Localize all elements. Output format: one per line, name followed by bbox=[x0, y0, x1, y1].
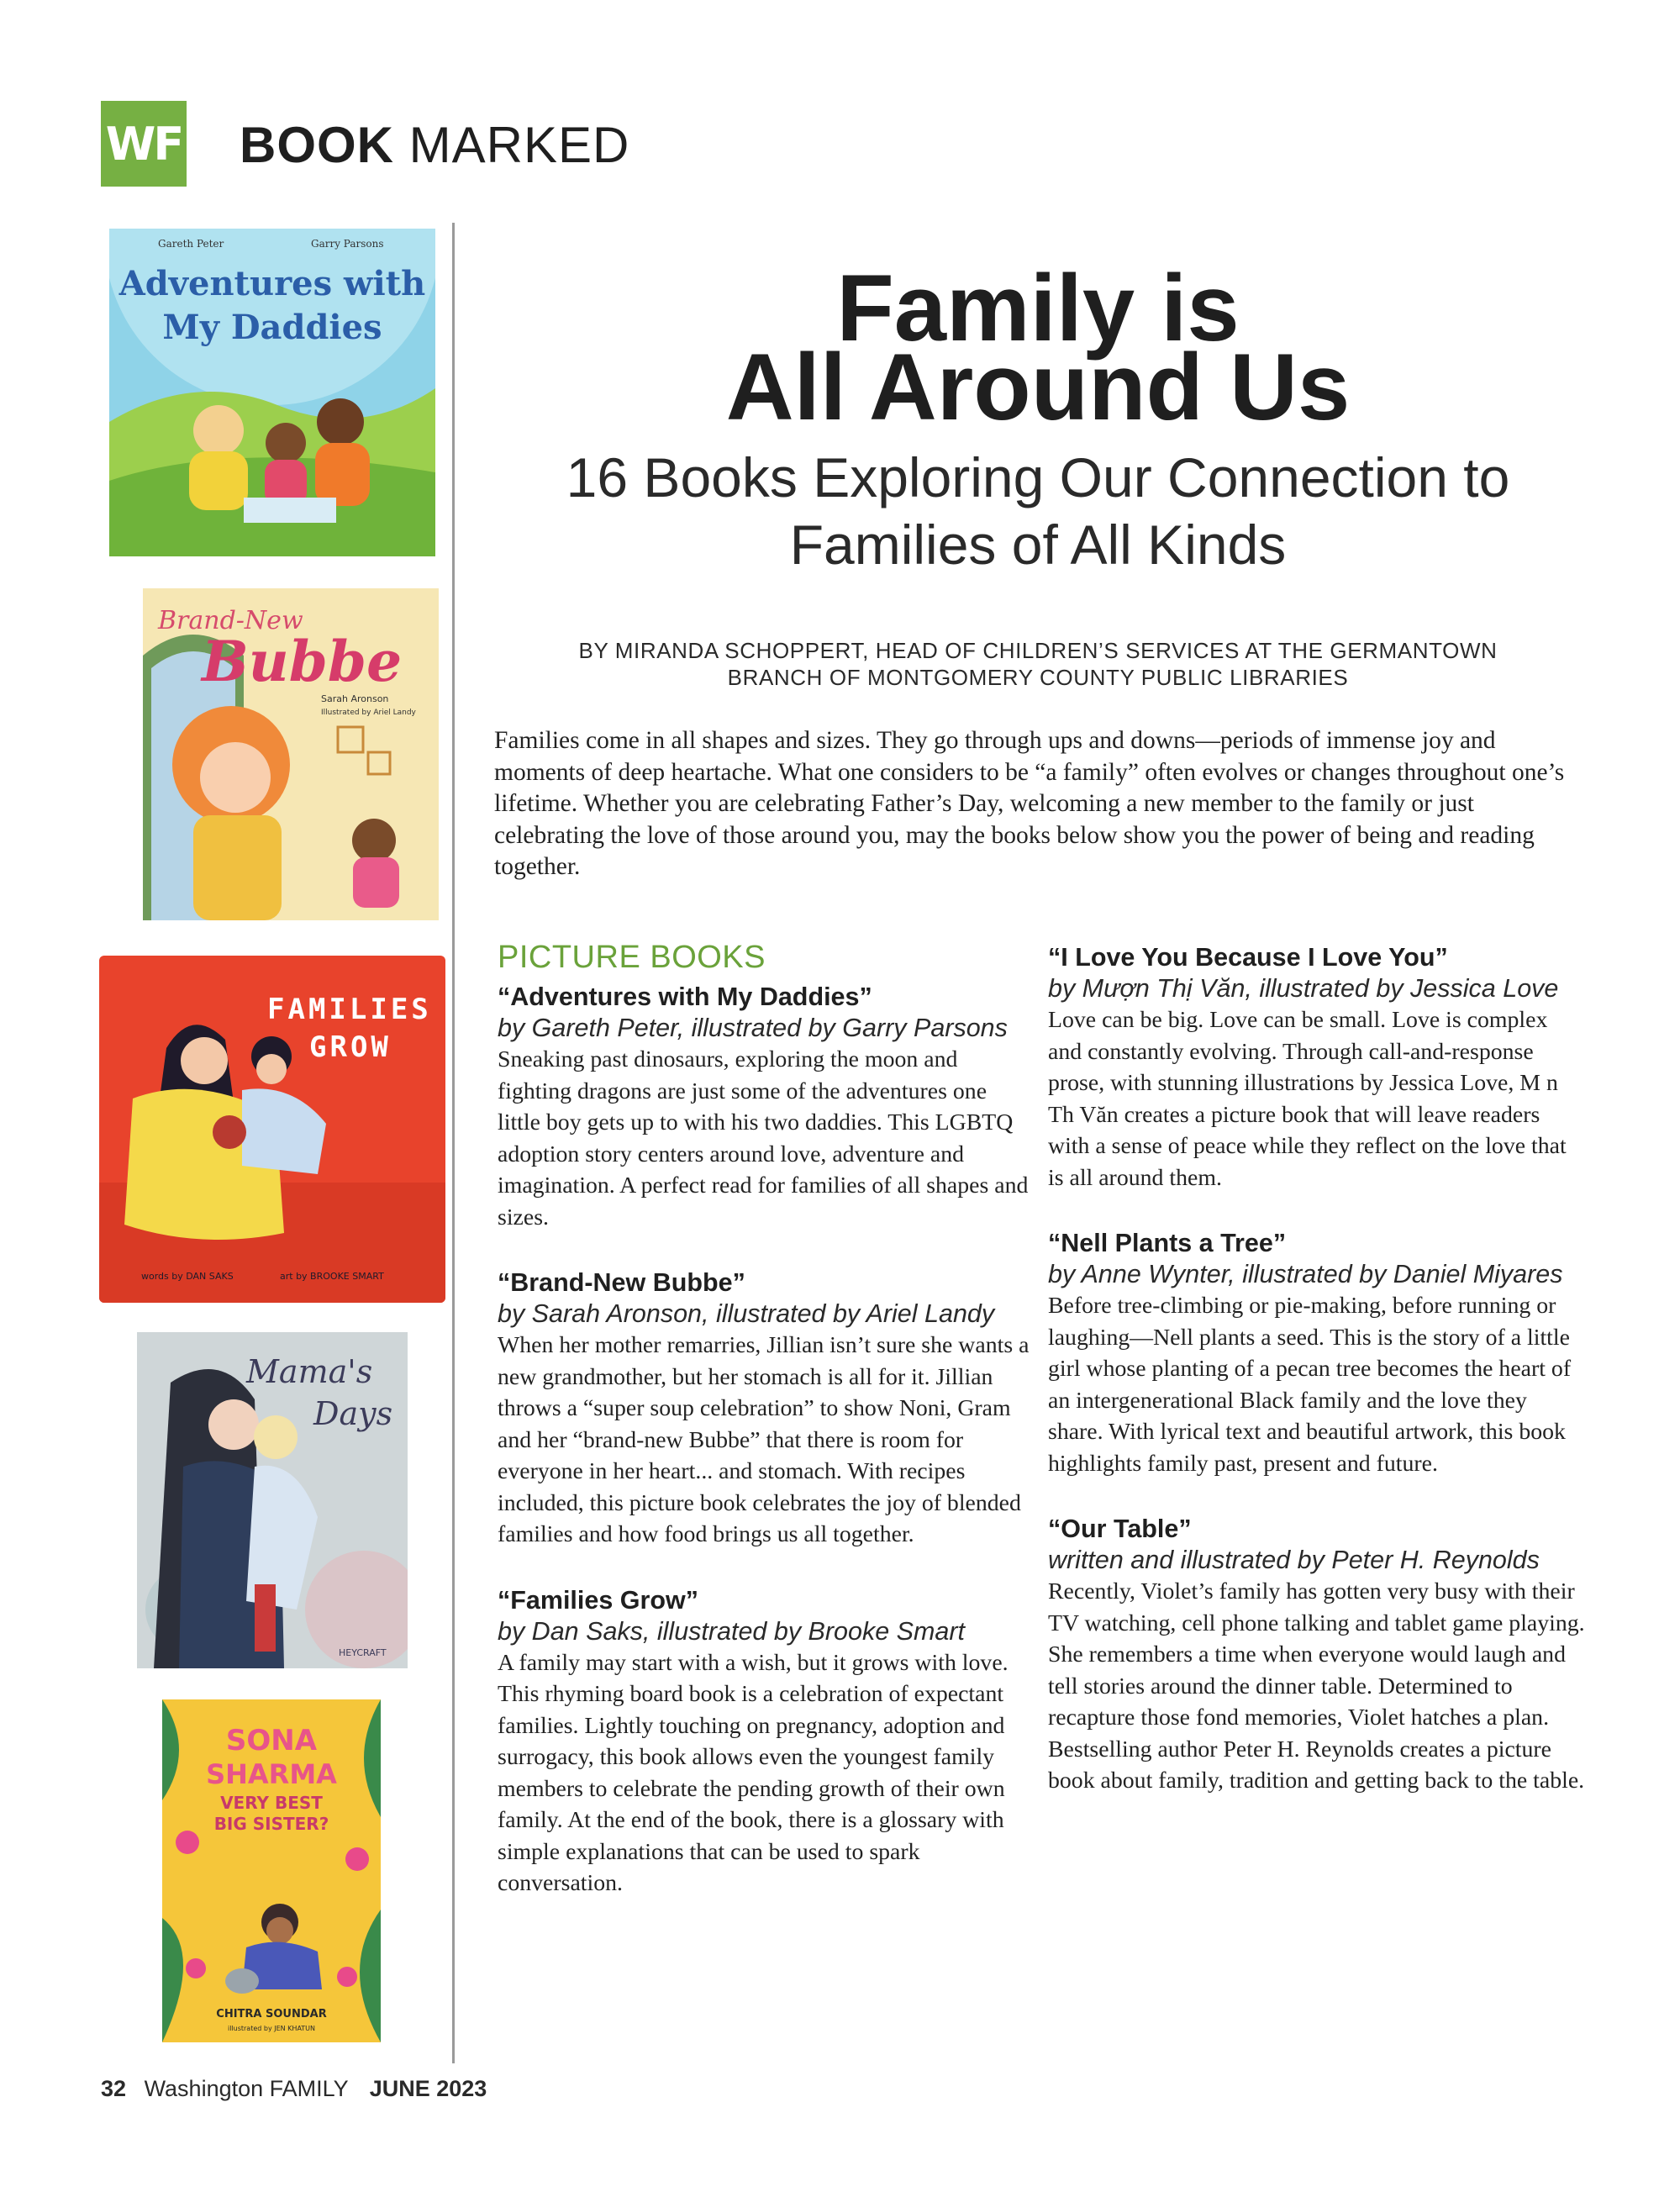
book-byline: by Mượn Thị Văn, illustrated by Jessica Love bbox=[1048, 974, 1559, 1003]
book-title: “Brand-New Bubbe” bbox=[498, 1268, 745, 1297]
cover-title-bottom: Days bbox=[313, 1395, 393, 1432]
byline-line2: BRANCH OF MONTGOMERY COUNTY PUBLIC LIBRARIES bbox=[727, 665, 1349, 690]
book-description: Sneaking past dinosaurs, exploring the moon and fighting dragons are just some of the adventures one little boy gets up to with his two daddies. This LGBTQ adoption story centers around love, adventure and imagination. A perfect read for families of all shapes and sizes. bbox=[498, 1046, 1029, 1230]
cover-publisher: HEYCRAFT bbox=[339, 1647, 387, 1658]
right-column bbox=[1048, 941, 1586, 1831]
cover-title-3: VERY BEST bbox=[220, 1793, 323, 1813]
book-description: Before tree-climbing or pie-making, before running or laughing—Nell plants a seed. This is the story of a little girl whose planting of a pecan tree becomes the heart of an intergenerational Black family and the love they share. With lyrical text and beautiful artwork, this book highlights family past, present and future. bbox=[1048, 1293, 1572, 1477]
book-title: “Nell Plants a Tree” bbox=[1048, 1229, 1287, 1257]
book-description: Recently, Violet’s family has gotten very busy with their TV watching, cell phone talking and tablet game playing. She remembers a time when everyone would laugh and tell stories around the dinner table. Determined to recapture those fond memories, Violet hatches a plan. Bestselling author Peter H. Reynolds creates a picture book about family, tradition and getting back to the table. bbox=[1048, 1578, 1585, 1794]
cover-title-4: BIG SISTER? bbox=[213, 1814, 329, 1834]
article-subtitle bbox=[471, 444, 1605, 578]
issue-date: JUNE 2023 bbox=[369, 2076, 487, 2101]
cover-author: CHITRA SOUNDAR bbox=[216, 2008, 327, 2021]
book-byline: written and illustrated by Peter H. Reynolds bbox=[1048, 1546, 1540, 1574]
book-cover-bubbe bbox=[143, 588, 439, 920]
book-entry bbox=[1048, 941, 1586, 1193]
book-cover-sona-sharma bbox=[162, 1699, 381, 2042]
book-cover-families-grow bbox=[99, 956, 445, 1303]
cover-author: Gareth Peter bbox=[158, 238, 224, 250]
section-header-rest: MARKED bbox=[408, 117, 630, 173]
article-subtitle-line2: Families of All Kinds bbox=[789, 514, 1287, 576]
category-heading: PICTURE BOOKS bbox=[498, 940, 766, 975]
book-entry bbox=[498, 1267, 1031, 1551]
article-byline bbox=[471, 637, 1605, 691]
cover-author: Sarah Aronson bbox=[321, 693, 389, 704]
book-byline: by Anne Wynter, illustrated by Daniel Miyares bbox=[1048, 1260, 1563, 1288]
book-byline: by Gareth Peter, illustrated by Garry Parsons bbox=[498, 1014, 1008, 1042]
cover-title-2: SHARMA bbox=[206, 1758, 337, 1790]
cover-illustrator: illustrated by JEN KHATUN bbox=[227, 2025, 316, 2032]
page-footer bbox=[101, 2076, 487, 2102]
article-title-line1: Family is bbox=[836, 256, 1240, 361]
page-number: 32 bbox=[101, 2076, 127, 2101]
book-title: “Our Table” bbox=[1048, 1515, 1192, 1543]
book-entry bbox=[498, 1584, 1031, 1899]
book-entry bbox=[1048, 1513, 1586, 1797]
cover-credit-words: words by DAN SAKS bbox=[141, 1271, 234, 1282]
book-entry bbox=[498, 981, 1031, 1233]
cover-title-main: Bubbe bbox=[202, 629, 403, 694]
cover-illustrator: Garry Parsons bbox=[311, 238, 384, 250]
book-title: “I Love You Because I Love You” bbox=[1048, 943, 1448, 972]
book-description: When her mother remarries, Jillian isn’t sure she wants a new grandmother, but her stomach is all for it. Jillian throws a “super soup celebration” to show Noni, Gram and her “brand-new Bubbe” that there is room for everyone in her heart... and stomach. With recipes included, this picture book celebrates the joy of blended families and how food brings us all together. bbox=[498, 1332, 1030, 1547]
book-title: “Families Grow” bbox=[498, 1585, 698, 1615]
book-byline: by Dan Saks, illustrated by Brooke Smart bbox=[498, 1616, 966, 1646]
section-header bbox=[240, 116, 629, 174]
book-cover-mamas-days bbox=[137, 1332, 408, 1668]
article-title-line2: All Around Us bbox=[725, 335, 1351, 440]
cover-illustrator: Illustrated by Ariel Landy bbox=[321, 709, 416, 717]
book-title: “Adventures with My Daddies” bbox=[498, 983, 872, 1011]
cover-title-top: Brand-New bbox=[158, 606, 303, 635]
cover-title-bottom: GROW bbox=[309, 1030, 392, 1064]
wf-logo: WF bbox=[101, 101, 187, 187]
byline-line1: BY MIRANDA SCHOPPERT, HEAD OF CHILDREN’S SERVICES AT THE GERMANTOWN bbox=[578, 638, 1498, 663]
cover-title-1: SONA bbox=[225, 1724, 318, 1757]
column-divider bbox=[452, 223, 455, 2063]
article-subtitle-line1: 16 Books Exploring Our Connection to bbox=[566, 446, 1510, 508]
intro-paragraph: Families come in all shapes and sizes. They go through ups and downs—periods of immense joy and moments of deep heartache. What one considers to be “a family” often evolves or changes throughout one’s lifetime. Whether you are celebrating Father’s Day, welcoming a new member to the family or just celebrating the love of those around you, may the books below show you the power of being and reading together. bbox=[494, 727, 1565, 880]
article-title bbox=[471, 256, 1605, 440]
left-column bbox=[498, 940, 1031, 1933]
cover-title-top: Mama's bbox=[246, 1353, 373, 1390]
book-description: A family may start with a wish, but it grows with love. This rhyming board book is a celebration of expectant families. Lightly touching on pregnancy, adoption and surrogacy, this book allows even the youngest family members to celebrate the pending growth of their own family. At the end of the book, there is a glossary with simple explanations that can be used to spark conversation. bbox=[498, 1649, 1009, 1896]
cover-credit-art: art by BROOKE SMART bbox=[280, 1271, 384, 1282]
cover-title-top: FAMILIES bbox=[267, 993, 432, 1026]
book-cover-adventures bbox=[109, 229, 435, 556]
book-entry bbox=[1048, 1227, 1586, 1479]
cover-title: Adventures with My Daddies bbox=[118, 264, 426, 347]
book-byline: by Sarah Aronson, illustrated by Ariel Landy bbox=[498, 1299, 995, 1328]
section-header-bold: BOOK bbox=[240, 117, 394, 173]
magazine-name: Washington FAMILY bbox=[144, 2076, 349, 2101]
book-description: Love can be big. Love can be small. Love is complex and constantly evolving. Through call-and-response prose, with stunning illustrations by Jessica Love, M n Th Văn creates a picture book that will leave readers with a sense of peace while they reflect on the love that is all around them. bbox=[1048, 1007, 1567, 1191]
